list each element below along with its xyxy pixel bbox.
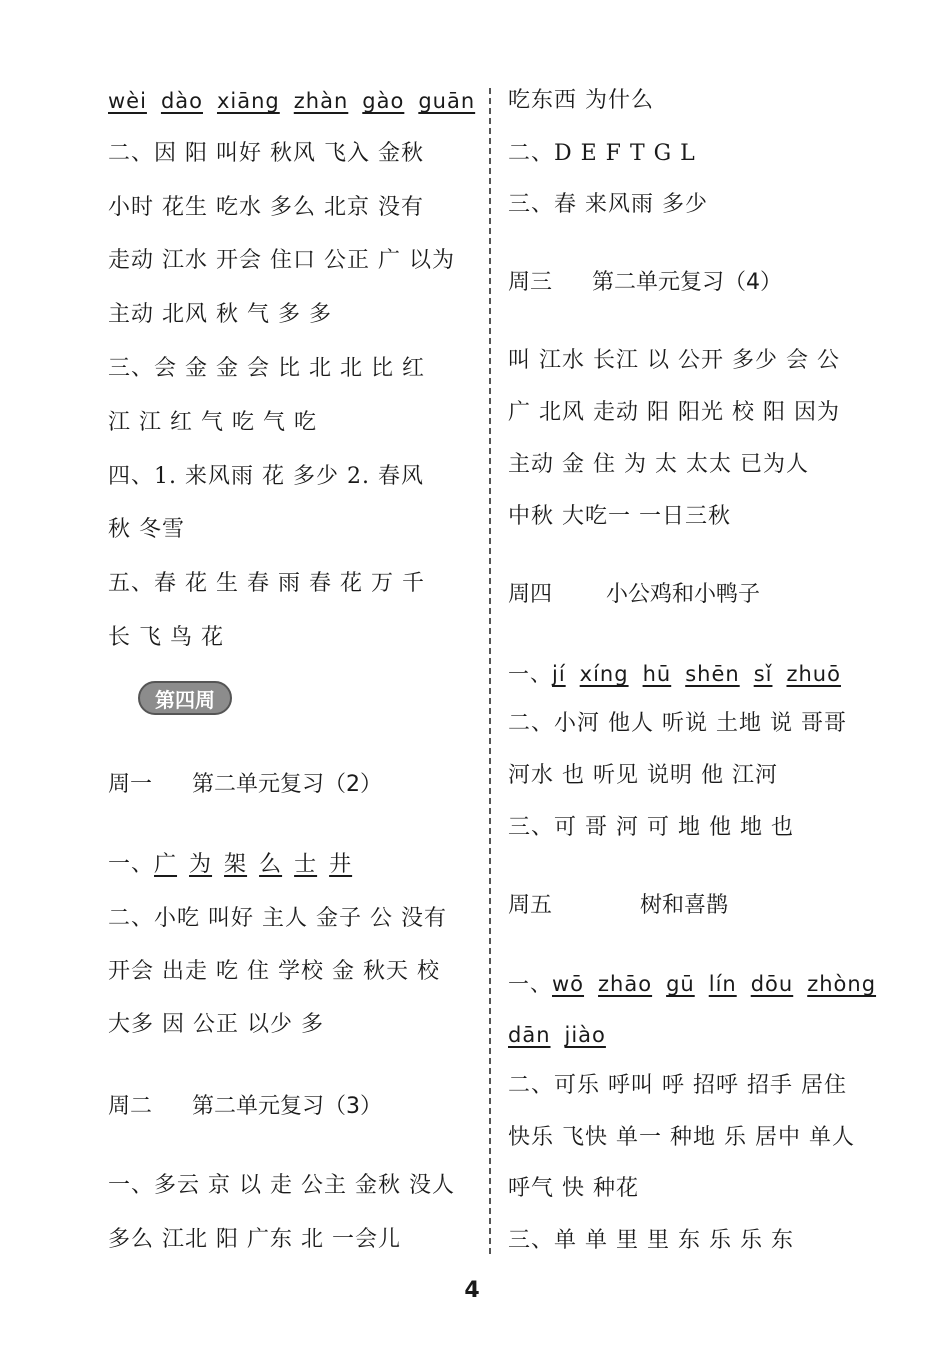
answer-line: 二、小吃 叫好 主人 金子 公 没有 <box>108 906 447 931</box>
answer-line: 一、多云 京 以 走 公主 金秋 没人 <box>108 1173 455 1198</box>
answer-line: 三、春 来风雨 多少 <box>508 192 708 217</box>
answer-line: 走动 江水 开会 住口 公正 广 以为 <box>108 248 455 273</box>
answer-line: 吃东西 为什么 <box>508 88 654 113</box>
answer-line: 四、1. 来风雨 花 多少 2. 春风 <box>108 464 424 489</box>
section-day: 周一 <box>108 772 153 797</box>
pinyin-answer-line: dān jiào <box>508 1023 606 1047</box>
section-heading <box>508 891 728 921</box>
section-day: 周四 <box>508 582 553 607</box>
section-day: 周三 <box>508 270 553 295</box>
answer-line: 中秋 大吃一 一日三秋 <box>508 504 731 529</box>
pinyin-answer-line: 一、jí xíng hū shēn sǐ zhuō <box>508 662 841 686</box>
answer-line: 二、可乐 呼叫 呼 招呼 招手 居住 <box>508 1073 847 1098</box>
answer-line: 主动 金 住 为 太 太太 已为人 <box>508 452 809 477</box>
answer-line: 广 北风 走动 阳 阳光 校 阳 因为 <box>508 400 840 425</box>
section-title: 第二单元复习（2） <box>192 772 382 797</box>
section-heading <box>108 770 382 800</box>
section-day: 周五 <box>508 893 553 918</box>
answer-line: 一、广 为 架 么 士 井 <box>108 852 353 877</box>
section-heading <box>508 580 760 610</box>
answer-line: 小时 花生 吃水 多么 北京 没有 <box>108 195 424 220</box>
answer-line: 河水 也 听见 说明 他 江河 <box>508 763 778 788</box>
answer-line: 五、春 花 生 春 雨 春 花 万 千 <box>108 571 425 596</box>
answer-line: 长 飞 鸟 花 <box>108 625 224 650</box>
answer-line: 三、可 哥 河 可 地 他 地 也 <box>508 815 794 840</box>
section-title: 第二单元复习（3） <box>192 1094 382 1119</box>
section-day: 周二 <box>108 1094 153 1119</box>
answer-line: 江 江 红 气 吃 气 吃 <box>108 410 317 435</box>
answer-line: 二、D E F T G L <box>508 141 696 166</box>
column-divider <box>489 88 491 1254</box>
answer-line: 快乐 飞快 单一 种地 乐 居中 单人 <box>508 1125 855 1150</box>
section-title: 小公鸡和小鸭子 <box>606 582 761 607</box>
answer-line: 呼气 快 种花 <box>508 1176 639 1201</box>
answer-line: 多么 江北 阳 广东 北 一会儿 <box>108 1227 401 1252</box>
section-heading <box>108 1092 382 1122</box>
pinyin-answer-line: wèi dào xiāng zhàn gào guān <box>108 89 476 113</box>
answer-line: 叫 江水 长江 以 公开 多少 会 公 <box>508 348 840 373</box>
answer-line: 开会 出走 吃 住 学校 金 秋天 校 <box>108 959 440 984</box>
answer-line: 秋 冬雪 <box>108 517 185 542</box>
pinyin-answer-line: 一、wō zhāo gū lín dōu zhòng <box>508 972 877 996</box>
section-title: 树和喜鹊 <box>640 893 729 918</box>
answer-line: 二、小河 他人 听说 土地 说 哥哥 <box>508 711 847 736</box>
answer-line: 二、因 阳 叫好 秋风 飞入 金秋 <box>108 141 424 166</box>
answer-line: 三、会 金 金 会 比 北 北 比 红 <box>108 356 425 381</box>
week-badge: 第四周 <box>138 681 232 715</box>
answer-line: 三、单 单 里 里 东 乐 乐 东 <box>508 1228 794 1253</box>
page-number: 4 <box>464 1278 480 1303</box>
section-heading <box>508 268 782 298</box>
section-title: 第二单元复习（4） <box>592 270 782 295</box>
answer-line: 大多 因 公正 以少 多 <box>108 1012 324 1037</box>
answer-line: 主动 北风 秋 气 多 多 <box>108 302 332 327</box>
